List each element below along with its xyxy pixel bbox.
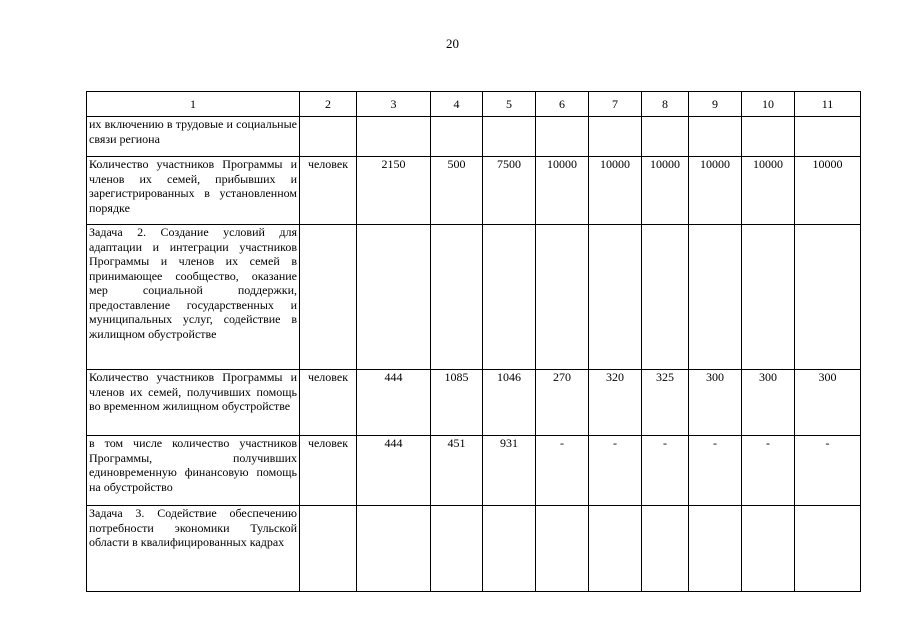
row-value	[689, 225, 742, 370]
table-row	[87, 117, 861, 157]
table-row	[87, 370, 861, 436]
row-unit	[300, 225, 357, 370]
row-value	[431, 117, 483, 157]
table-body	[87, 117, 861, 592]
row-value: -	[689, 436, 742, 506]
row-value	[642, 117, 689, 157]
row-unit	[300, 506, 357, 592]
row-value: -	[536, 436, 589, 506]
row-value: 444	[357, 370, 431, 436]
row-unit: человек	[300, 436, 357, 506]
row-value: -	[795, 436, 861, 506]
row-value: -	[742, 436, 795, 506]
row-value: 444	[357, 436, 431, 506]
row-value	[357, 506, 431, 592]
row-value	[742, 117, 795, 157]
column-header: 4	[431, 92, 483, 117]
row-value	[536, 117, 589, 157]
row-value	[431, 225, 483, 370]
table-row	[87, 225, 861, 370]
row-value	[689, 506, 742, 592]
row-value	[689, 117, 742, 157]
column-header: 2	[300, 92, 357, 117]
indicators-table	[86, 91, 861, 592]
row-value	[483, 117, 536, 157]
row-value	[795, 506, 861, 592]
row-value: 10000	[689, 157, 742, 225]
row-value: 10000	[795, 157, 861, 225]
column-header: 6	[536, 92, 589, 117]
header-row	[87, 92, 861, 117]
column-header: 11	[795, 92, 861, 117]
row-unit	[300, 117, 357, 157]
row-value: 500	[431, 157, 483, 225]
row-value: 10000	[742, 157, 795, 225]
row-value	[483, 506, 536, 592]
row-value	[642, 506, 689, 592]
task-2-description: Задача 2. Создание условий для адаптации и интеграции участников Программы и членов их семей в принимающее сообщество, оказание мер социальной поддержки, предоставление государственных и муниципальных услуг, содействие в жилищном обустройстве	[87, 225, 300, 370]
row-value	[742, 225, 795, 370]
row-value: 1085	[431, 370, 483, 436]
row-description: в том числе количество участников Программы, получивших единовременную финансовую помощь на обустройство	[87, 436, 300, 506]
row-description: Количество участников Программы и членов их семей, прибывших и зарегистрированных в установленном порядке	[87, 157, 300, 225]
row-value	[742, 506, 795, 592]
row-value	[536, 225, 589, 370]
row-value: 10000	[642, 157, 689, 225]
row-unit: человек	[300, 157, 357, 225]
column-header: 3	[357, 92, 431, 117]
row-value: 10000	[589, 157, 642, 225]
row-value: 320	[589, 370, 642, 436]
row-description: их включению в трудовые и социальные связи региона	[87, 117, 300, 157]
row-value	[483, 225, 536, 370]
row-value: -	[589, 436, 642, 506]
row-value	[795, 225, 861, 370]
row-description: Количество участников Программы и членов их семей, получивших помощь во временном жилищном обустройстве	[87, 370, 300, 436]
table-row	[87, 506, 861, 592]
row-value	[589, 117, 642, 157]
row-value	[357, 225, 431, 370]
row-value	[431, 506, 483, 592]
table-row	[87, 436, 861, 506]
row-value: -	[642, 436, 689, 506]
row-value	[589, 506, 642, 592]
column-header: 1	[87, 92, 300, 117]
row-value	[357, 117, 431, 157]
row-value: 931	[483, 436, 536, 506]
column-header: 9	[689, 92, 742, 117]
row-value	[642, 225, 689, 370]
row-value: 270	[536, 370, 589, 436]
row-value: 2150	[357, 157, 431, 225]
row-value: 300	[795, 370, 861, 436]
column-header: 8	[642, 92, 689, 117]
row-value: 7500	[483, 157, 536, 225]
row-value	[536, 506, 589, 592]
column-header: 5	[483, 92, 536, 117]
column-header: 10	[742, 92, 795, 117]
row-value: 10000	[536, 157, 589, 225]
row-value: 325	[642, 370, 689, 436]
column-header: 7	[589, 92, 642, 117]
page-number: 20	[446, 36, 459, 51]
row-value	[795, 117, 861, 157]
row-unit: человек	[300, 370, 357, 436]
row-value: 300	[689, 370, 742, 436]
task-3-description: Задача 3. Содействие обеспечению потребности экономики Тульской области в квалифицированных кадрах	[87, 506, 300, 592]
row-value	[589, 225, 642, 370]
row-value: 300	[742, 370, 795, 436]
row-value: 1046	[483, 370, 536, 436]
row-value: 451	[431, 436, 483, 506]
table-header	[87, 92, 861, 117]
table-row	[87, 157, 861, 225]
